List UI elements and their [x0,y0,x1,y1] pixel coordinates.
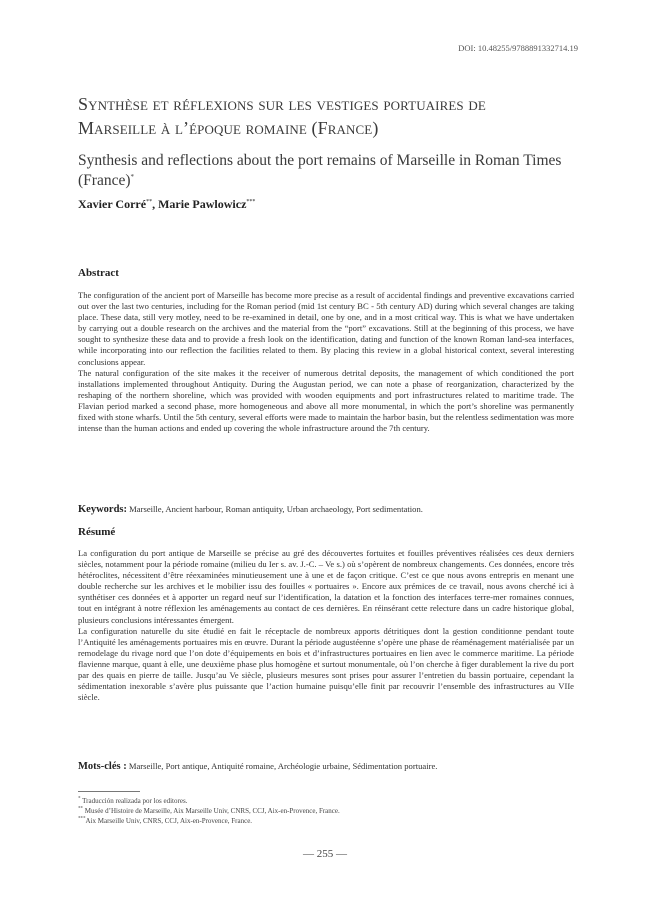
footnote-divider [78,791,140,792]
resume-heading: Résumé [78,526,116,538]
resume-paragraph: La configuration naturelle du site étudié en fait le réceptacle de nombreux apports détritiques dont la gestion conditionne pendant toute l’Antiquité les aménagements portuaires mis en œuvre. Durant la période augustéenne s’opère une phase de réaménagement matérialisée par un remodelage du rivage nord que l’on dote d’équipements en bois et d’infrastructures portuaires en lien avec le commerce maritime. La période flavienne marque, quant à elle, une deuxième phase plus homogène et surtout monumentale, où l’on cherche à figer durablement la rive du port par des quais en pierre de taille. Jusqu’au Ve siècle, plusieurs mesures sont prises pour assurer l’entretien du bassin portuaire, cependant la sédimentation inexorable s’avère plus puissante que l’action humaine puisqu’elle finit par recouvrir l’ensemble des infrastructures au VIIe siècle. [78,625,574,703]
footnote [78,796,574,806]
footnotes [78,796,574,826]
title-french [78,92,578,140]
mots-cles-line [78,761,574,772]
mots-cles-label: Mots-clés : [78,761,127,772]
title-french-line-1: Synthèse et réflexions sur les vestiges portuaires de [78,94,486,114]
abstract-heading: Abstract [78,267,119,279]
author-name: Marie Pawlowicz [158,197,247,211]
author-list [78,197,255,212]
abstract-body [78,290,574,434]
author-affiliation-marker[interactable]: *** [246,199,256,205]
doi-header: DOI: 10.48255/9788891332714.19 [458,43,578,53]
title-english-line-2-wrap [78,171,578,191]
title-english-line-2: (France) [78,172,131,189]
resume-body [78,548,574,703]
title-english [78,151,578,191]
footnote [78,816,574,826]
resume-paragraph: La configuration du port antique de Marseille se précise au gré des découvertes fortuites et fouilles préventives réalisées ces deux derniers siècles, notamment pour la période romaine (milieu du Ier s. av. J.-C. – Ve s.) où s’opèrent de nombreux changements. Ces données, encore très hétéroclites, nécessitent d’être réexaminées minutieusement une à une et de façon critique. C’est ce que nous avons entrepris en menant une double recherche sur les archives et le mobilier issu des fouilles « portuaires ». Encore aux prémices de ce travail, nous avons cherché ici à synthétiser ces données et à apporter un regard neuf sur l’identification, la datation et la fonction des interfaces terre-mer romaines connues, tout en intégrant à notre réflexion les aménagements au contact de ces dernières. En réinsérant cette relecture dans un cadre historique global, plusieurs conclusions intéressantes émergent. [78,548,574,625]
author-name: Xavier Corré [78,197,147,211]
footnote-text: Aix Marseille Univ, CNRS, CCJ, Aix-en-Provence, France. [85,817,253,825]
title-english-line-1: Synthesis and reflections about the port remains of Marseille in Roman Times [78,152,562,169]
abstract-paragraph: The configuration of the ancient port of Marseille has become more precise as a result of accidental findings and preventive excavations carried out over the last two centuries, including for the Roman period (mid 1st century BC - 5th century AD) during which several changes are taking place. These data, still very motley, need to be re-examined in detail, one by one, and in a most critical way. This is what we have undertaken by carrying out a double research on the archives and the material from the “port” excavations. Still at the beginning of this process, we have sought to synthesize these data and to provide a fresh look on the identification, dating and function of the known Roman land-sea interfaces, while incorporating into our reflection the facilities related to them. By placing this review in a global historical context, several interesting conclusions appear. [78,290,574,367]
footnote-text: Traducción realizada por los editores. [82,797,188,805]
keywords-line [78,504,574,515]
keywords-label: Keywords: [78,504,127,515]
author-separator: , [152,197,159,211]
author-affiliation-marker[interactable]: ** [146,199,153,205]
abstract-paragraph: The natural configuration of the site makes it the receiver of numerous detrital deposits, the management of which conditioned the port installations implemented throughout Antiquity. During the Augustan period, we can note a phase of reorganization, characterized by the reshaping of the northern shoreline, which was provided with wooden equipments and port infrastructures related to maritime trade. The Flavian period marked a second phase, more homogeneous and above all more monumental, in which the port’s shoreline was permanently fixed with stone wharfs. Until the 5th century, several efforts were made to maintain the harbor basin, but the relentless sedimentation was more intense than the human actions and ended up covering the whole infrastructure around the 7th century. [78,367,574,434]
page-number: — 255 — [303,848,347,860]
footnote-marker: *** [78,816,86,822]
mots-cles-list: Marseille, Port antique, Antiquité romaine, Archéologie urbaine, Sédimentation portuaire. [128,761,438,771]
footnote [78,806,574,816]
title-french-line-2: Marseille à l’époque romaine (France) [78,118,379,138]
keywords-list: Marseille, Ancient harbour, Roman antiquity, Urban archaeology, Port sedimentation. [129,504,423,514]
title-footnote-marker[interactable]: * [130,172,134,181]
footnote-text: Musée d’Histoire de Marseille, Aix Marseille Univ, CNRS, CCJ, Aix-en-Provence, France. [84,807,340,815]
footnote-marker: ** [78,806,83,812]
footnote-marker: * [78,796,81,802]
